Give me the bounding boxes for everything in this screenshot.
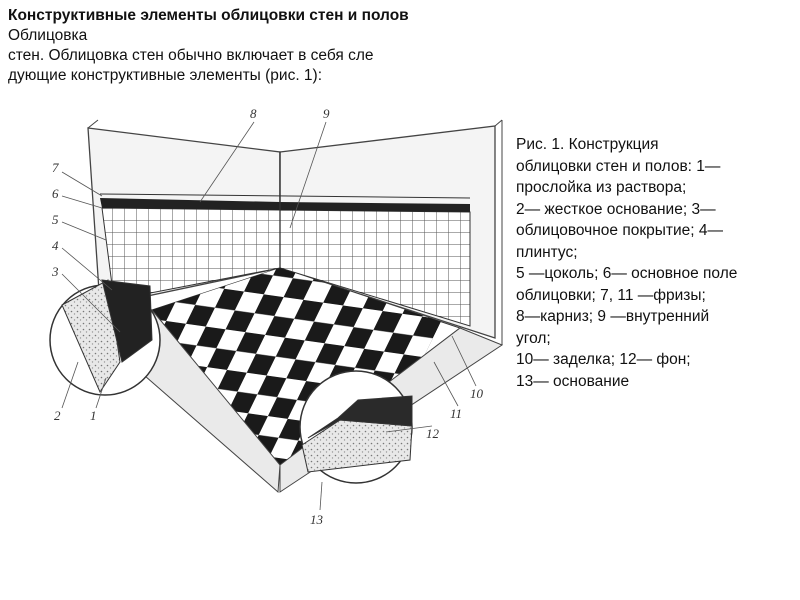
figure-caption <box>516 134 800 392</box>
figure-label: 5 <box>52 212 59 227</box>
caption-line: плинтус; <box>516 243 578 261</box>
figure-label: 2 <box>54 408 61 423</box>
figure-label: 12 <box>426 426 439 441</box>
caption-line: 5 —цоколь; 6— основное поле <box>516 265 738 282</box>
figure-label: 7 <box>52 160 59 175</box>
section-title: Конструктивные элементы облицовки стен и полов <box>8 7 409 24</box>
caption-line: 13— основание <box>516 372 630 390</box>
figure-label: 8 <box>250 106 257 121</box>
figure-label: 6 <box>52 186 59 201</box>
intro-line: Облицовка <box>8 27 88 44</box>
detail-lens-left <box>50 280 160 395</box>
figure-label: 3 <box>52 264 59 279</box>
wall-floor-cladding-figure <box>40 100 540 530</box>
caption-line: облицовки; 7, 11 —фризы; <box>516 286 706 304</box>
figure-label: 4 <box>52 238 59 253</box>
figure-label: 1 <box>90 408 97 423</box>
caption-line: угол; <box>516 329 551 347</box>
intro-line: стен. Облицовка стен обычно включает в себя сле <box>8 47 374 64</box>
caption-line: 8—карниз; 9 —внутренний <box>516 308 710 325</box>
intro-line: дующие конструктивные элементы (рис. 1): <box>8 67 323 84</box>
figure-label: 9 <box>323 106 330 121</box>
text-header <box>8 6 528 86</box>
figure-label: 13 <box>310 512 323 527</box>
caption-line: 2— жесткое основание; 3— <box>516 200 716 218</box>
caption-line: 10— заделка; 12— фон; <box>516 351 691 368</box>
cladding-diagram <box>40 100 540 530</box>
intro-paragraph <box>8 26 528 86</box>
caption-line: облицовки стен и полов: 1— <box>516 157 721 175</box>
figure-label: 10 <box>470 386 483 401</box>
caption-line: облицовочное покрытие; 4— <box>516 222 724 239</box>
figure-label: 11 <box>450 406 463 421</box>
caption-line: Рис. 1. Конструкция <box>516 136 659 153</box>
detail-lens-bottom <box>300 371 412 483</box>
caption-line: прослойка из раствора; <box>516 179 687 196</box>
